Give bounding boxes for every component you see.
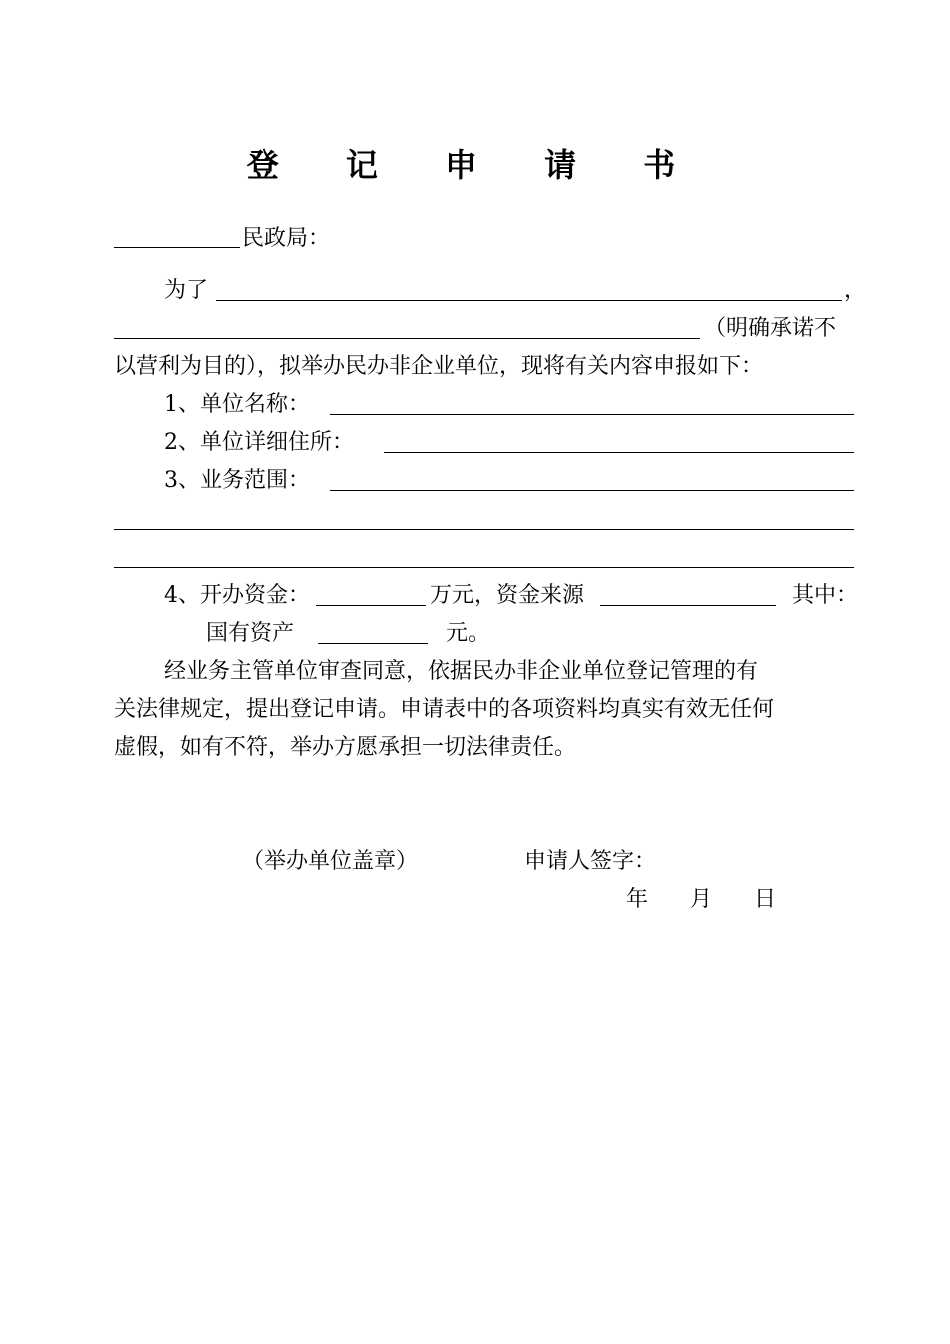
- statement-line-2: 关法律规定，提出登记申请。申请表中的各项资料均真实有效无任何: [114, 697, 775, 722]
- purpose-comma: ，: [844, 278, 867, 303]
- state-assets-label: 国有资产: [206, 621, 295, 646]
- date-year: 年: [626, 887, 649, 912]
- funding-amount-blank[interactable]: [316, 605, 426, 606]
- addressee-suffix: 民政局：: [242, 226, 331, 251]
- item1-label: 1、单位名称：: [164, 392, 310, 417]
- statement-line-3: 虚假，如有不符，举办方愿承担一切法律责任。: [114, 735, 577, 760]
- seal-label: （举办单位盖章）: [242, 849, 419, 874]
- signature-area[interactable]: [664, 846, 854, 876]
- state-assets-unit: 元。: [446, 621, 491, 646]
- funding-source-blank[interactable]: [600, 605, 776, 606]
- bureau-name-blank[interactable]: [114, 247, 240, 248]
- business-scope-blank-1[interactable]: [330, 490, 854, 491]
- date-day: 日: [754, 887, 777, 912]
- state-assets-blank[interactable]: [318, 643, 428, 644]
- item4-of-which: 其中：: [792, 583, 859, 608]
- business-scope-blank-2[interactable]: [114, 529, 854, 530]
- item2-label: 2、单位详细住所：: [164, 430, 354, 455]
- business-scope-blank-3[interactable]: [114, 567, 854, 568]
- purpose-note-b: 以营利为目的），拟举办民办非企业单位，现将有关内容申报如下：: [114, 354, 764, 379]
- purpose-blank-2[interactable]: [114, 338, 700, 339]
- purpose-note-a: （明确承诺不: [704, 316, 837, 341]
- unit-name-blank[interactable]: [330, 414, 854, 415]
- unit-address-blank[interactable]: [384, 452, 854, 453]
- document-title: 登 记 申 请 书: [246, 146, 704, 184]
- signature-label: 申请人签字：: [524, 849, 657, 874]
- item3-label: 3、业务范围：: [164, 468, 310, 493]
- item4-label: 4、开办资金：: [164, 583, 310, 608]
- purpose-blank-1[interactable]: [216, 300, 842, 301]
- statement-line-1: 经业务主管单位审查同意，依据民办非企业单位登记管理的有: [164, 659, 759, 684]
- purpose-prefix: 为了: [164, 278, 209, 303]
- date-month: 月: [690, 887, 713, 912]
- item4-unit: 万元，资金来源: [430, 583, 585, 608]
